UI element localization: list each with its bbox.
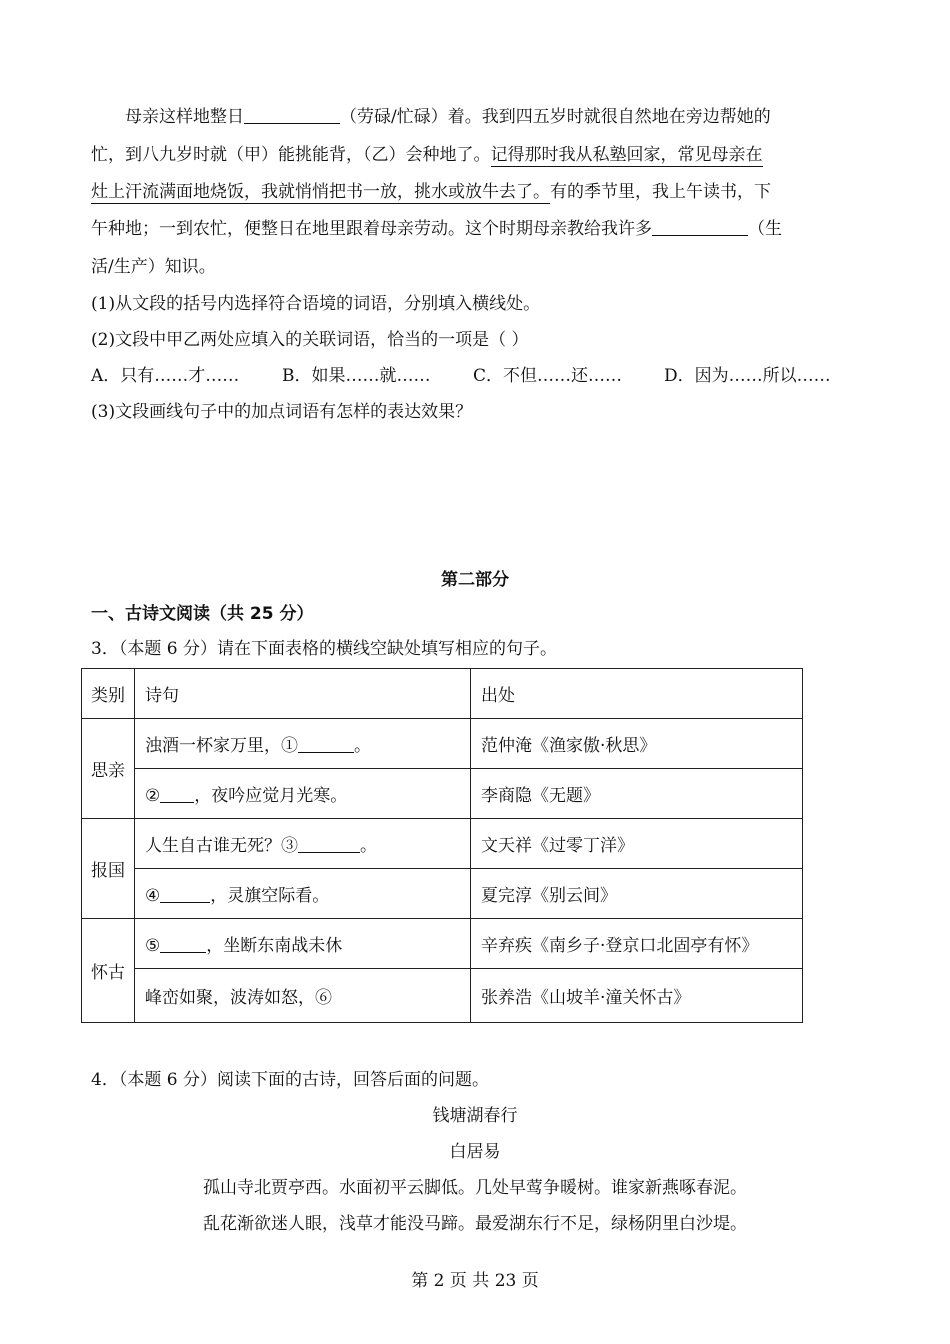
passage-line-2: 忙，到八九岁时就（甲）能挑能背，（乙）会种地了。记得那时我从私塾回家，常见母亲在 <box>91 145 763 165</box>
header-source: 出处 <box>471 669 803 719</box>
underlined-sentence: 记得那时我从私塾回家，常见母亲在 <box>490 145 763 165</box>
verse-blank[interactable] <box>160 937 206 953</box>
table-header-row <box>82 669 803 719</box>
verse-blank[interactable] <box>160 787 194 803</box>
passage-line-3: 灶上汗流满面地烧饭，我就悄悄把书一放，挑水或放牛去了。有的季节里，我上午读书，下 <box>91 182 771 202</box>
verse-cell: 浊酒一杯家万里，① 。 <box>135 719 471 769</box>
fill-blank[interactable] <box>652 219 748 236</box>
item-3-prompt: 3．（本题 6 分）请在下面表格的横线空缺处填写相应的句子。 <box>91 639 557 659</box>
question-2: (2)文段中甲乙两处应填入的关联词语，恰当的一项是（ ） <box>91 330 529 350</box>
passage-line-1: 母亲这样地整日 （劳碌/忙碌）着。我到四五岁时就很自然地在旁边帮她的 <box>125 107 771 127</box>
source-cell: 范仲淹《渔家傲·秋思》 <box>471 719 803 769</box>
source-cell: 夏完淳《别云间》 <box>471 869 803 919</box>
passage-line-4: 午种地；一到农忙，便整日在地里跟着母亲劳动。这个时期母亲教给我许多 （生 <box>91 219 782 239</box>
option-c: C．不但……还…… <box>473 366 623 386</box>
page-number: 第 2 页 共 23 页 <box>411 1271 539 1291</box>
passage-line-5: 活/生产）知识。 <box>91 257 216 277</box>
verse-cell: 人生自古谁无死？③ 。 <box>135 819 471 869</box>
category-cell: 报国 <box>82 819 135 919</box>
verse-blank[interactable] <box>160 887 210 903</box>
poem-line-2: 乱花渐欲迷人眼，浅草才能没马蹄。最爱湖东行不足，绿杨阴里白沙堤。 <box>203 1214 747 1234</box>
category-cell: 思亲 <box>82 719 135 819</box>
table-row <box>82 869 803 919</box>
poem-line-1: 孤山寺北贾亭西。水面初平云脚低。几处早莺争暖树。谁家新燕啄春泥。 <box>203 1178 747 1198</box>
table-row <box>82 819 803 869</box>
header-verse: 诗句 <box>135 669 471 719</box>
table-row <box>82 969 803 1023</box>
table-row <box>82 719 803 769</box>
underlined-sentence: 灶上汗流满面地烧饭，我就悄悄把书一放，挑水或放牛去了。 <box>91 182 550 202</box>
item-4-prompt: 4．（本题 6 分）阅读下面的古诗，回答后面的问题。 <box>91 1070 489 1090</box>
source-cell: 张养浩《山坡羊·潼关怀古》 <box>471 969 803 1023</box>
verse-cell: ② ，夜吟应觉月光寒。 <box>135 769 471 819</box>
question-3: (3)文段画线句子中的加点词语有怎样的表达效果？ <box>91 402 473 422</box>
poem-title: 钱塘湖春行 <box>432 1106 518 1126</box>
verse-cell: ④ ，灵旗空际看。 <box>135 869 471 919</box>
source-cell: 文天祥《过零丁洋》 <box>471 819 803 869</box>
table-row <box>82 919 803 969</box>
verse-cell: 峰峦如聚，波涛如怒，⑥ <box>135 969 471 1023</box>
table-row <box>82 769 803 819</box>
header-category: 类别 <box>82 669 135 719</box>
verse-blank[interactable] <box>298 837 360 853</box>
option-a: A．只有……才…… <box>91 366 240 386</box>
verse-blank[interactable] <box>298 737 354 753</box>
question-1: (1)从文段的括号内选择符合语境的词语，分别填入横线处。 <box>91 294 541 314</box>
verse-cell: ⑤ ，坐断东南战未休 <box>135 919 471 969</box>
option-b: B．如果……就…… <box>282 366 431 386</box>
option-d: D．因为……所以…… <box>664 366 831 386</box>
source-cell: 李商隐《无题》 <box>471 769 803 819</box>
source-cell: 辛弃疾《南乡子·登京口北固亭有怀》 <box>471 919 803 969</box>
section-heading: 一、古诗文阅读（共 25 分） <box>91 604 314 624</box>
part-title: 第二部分 <box>441 570 509 590</box>
category-cell: 怀古 <box>82 919 135 1023</box>
poem-author: 白居易 <box>449 1142 501 1162</box>
fill-blank[interactable] <box>244 107 340 124</box>
poem-table <box>81 668 803 1023</box>
